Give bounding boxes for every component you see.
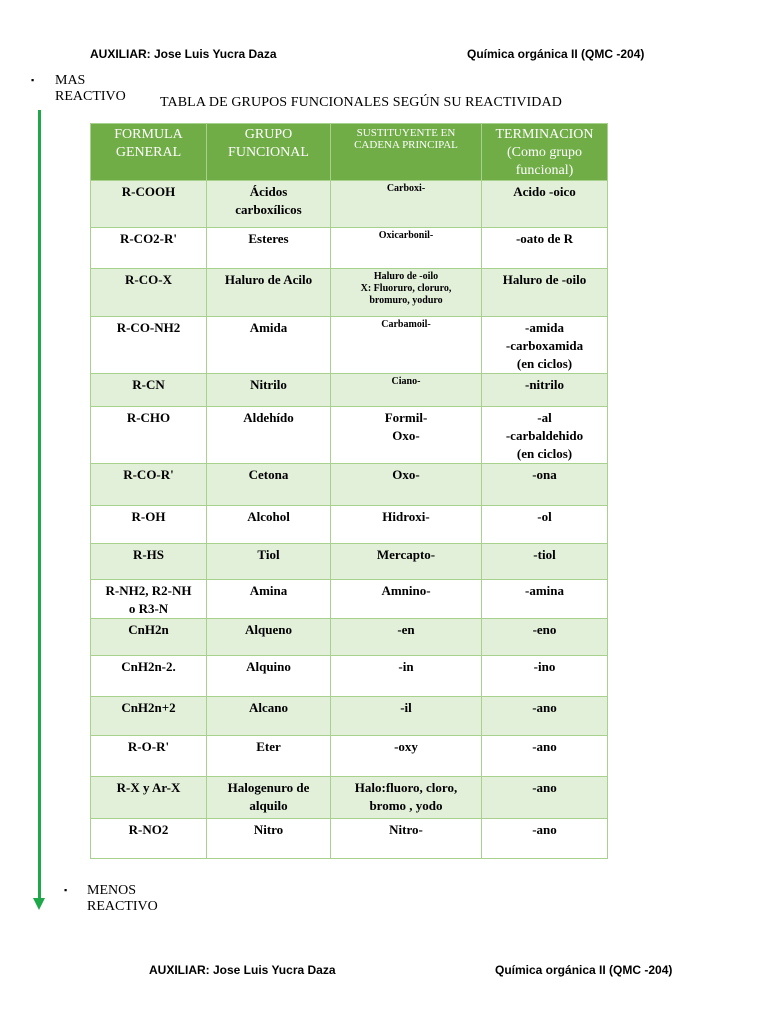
cell-group: Alcano xyxy=(207,697,331,736)
cell-substituent: -il xyxy=(331,697,482,736)
cell-ending: -al -carbaldehido (en ciclos) xyxy=(482,407,608,464)
cell-formula: R-CO-NH2 xyxy=(91,317,207,374)
table-row xyxy=(91,506,608,544)
cell-group: Cetona xyxy=(207,464,331,506)
cell-ending: -ona xyxy=(482,464,608,506)
cell-substituent: -oxy xyxy=(331,736,482,777)
cell-formula: R-OH xyxy=(91,506,207,544)
cell-ending: -ano xyxy=(482,777,608,819)
cell-ending: -ano xyxy=(482,736,608,777)
cell-substituent: Nitro- xyxy=(331,819,482,859)
cell-ending: -nitrilo xyxy=(482,374,608,407)
cell-group: Alquino xyxy=(207,656,331,697)
bottom-bullet: ▪ xyxy=(64,885,68,895)
top-bullet: ▪ xyxy=(31,75,35,85)
cell-substituent: -en xyxy=(331,619,482,656)
table-row xyxy=(91,656,608,697)
cell-formula: R-NO2 xyxy=(91,819,207,859)
cell-ending: -ano xyxy=(482,819,608,859)
cell-formula: R-CHO xyxy=(91,407,207,464)
cell-substituent: -in xyxy=(331,656,482,697)
footer-course: Química orgánica II (QMC -204) xyxy=(495,963,673,977)
cell-substituent: Oxicarbonil- xyxy=(331,228,482,269)
most-reactive-label: MAS REACTIVO xyxy=(55,73,126,104)
cell-group: Nitro xyxy=(207,819,331,859)
col-header-formula: FORMULA GENERAL xyxy=(91,124,207,181)
cell-substituent: Haluro de -oilo X: Fluoruro, cloruro, bromuro, yoduro xyxy=(331,269,482,317)
cell-group: Amida xyxy=(207,317,331,374)
cell-formula: CnH2n+2 xyxy=(91,697,207,736)
cell-substituent: Mercapto- xyxy=(331,544,482,580)
table-row xyxy=(91,580,608,619)
cell-group: Aldehído xyxy=(207,407,331,464)
table-header-row xyxy=(91,124,608,181)
cell-ending: -amida -carboxamida (en ciclos) xyxy=(482,317,608,374)
cell-formula: R-COOH xyxy=(91,181,207,228)
cell-substituent: Carboxi- xyxy=(331,181,482,228)
table-row xyxy=(91,819,608,859)
cell-ending: -ino xyxy=(482,656,608,697)
table-row xyxy=(91,736,608,777)
cell-formula: CnH2n-2. xyxy=(91,656,207,697)
cell-group: Alcohol xyxy=(207,506,331,544)
col-header-ending: TERMINACION (Como grupo funcional) xyxy=(482,124,608,181)
functional-groups-table xyxy=(90,123,608,859)
cell-ending: -oato de R xyxy=(482,228,608,269)
table-row xyxy=(91,181,608,228)
cell-group: Alqueno xyxy=(207,619,331,656)
table-title: TABLA DE GRUPOS FUNCIONALES SEGÚN SU REACTIVIDAD xyxy=(160,95,562,110)
cell-substituent: Hidroxi- xyxy=(331,506,482,544)
table-row xyxy=(91,777,608,819)
cell-group: Haluro de Acilo xyxy=(207,269,331,317)
cell-group: Amina xyxy=(207,580,331,619)
cell-formula: R-CO-X xyxy=(91,269,207,317)
table-row xyxy=(91,464,608,506)
cell-formula: R-CN xyxy=(91,374,207,407)
cell-formula: R-NH2, R2-NH o R3-N xyxy=(91,580,207,619)
cell-substituent: Carbamoil- xyxy=(331,317,482,374)
footer-author: AUXILIAR: Jose Luis Yucra Daza xyxy=(149,963,336,977)
cell-group: Eter xyxy=(207,736,331,777)
col-header-group: GRUPO FUNCIONAL xyxy=(207,124,331,181)
cell-ending: -ol xyxy=(482,506,608,544)
header-author: AUXILIAR: Jose Luis Yucra Daza xyxy=(90,47,277,61)
cell-group: Ácidos carboxílicos xyxy=(207,181,331,228)
cell-ending: -ano xyxy=(482,697,608,736)
cell-formula: R-X y Ar-X xyxy=(91,777,207,819)
cell-substituent: Halo:fluoro, cloro, bromo , yodo xyxy=(331,777,482,819)
cell-formula: CnH2n xyxy=(91,619,207,656)
least-reactive-label: MENOS REACTIVO xyxy=(87,883,158,914)
cell-ending: Haluro de -oilo xyxy=(482,269,608,317)
reactivity-arrow-line xyxy=(38,110,41,900)
cell-group: Halogenuro de alquilo xyxy=(207,777,331,819)
reactivity-arrow-head-icon xyxy=(33,898,45,910)
table-row xyxy=(91,374,608,407)
table-row xyxy=(91,407,608,464)
cell-ending: -amina xyxy=(482,580,608,619)
cell-formula: R-HS xyxy=(91,544,207,580)
table-row xyxy=(91,697,608,736)
cell-substituent: Formil- Oxo- xyxy=(331,407,482,464)
cell-ending: -tiol xyxy=(482,544,608,580)
table-row xyxy=(91,317,608,374)
table-row xyxy=(91,269,608,317)
cell-formula: R-O-R' xyxy=(91,736,207,777)
cell-substituent: Oxo- xyxy=(331,464,482,506)
table-row xyxy=(91,619,608,656)
cell-formula: R-CO-R' xyxy=(91,464,207,506)
cell-group: Nitrilo xyxy=(207,374,331,407)
col-header-substituent: SUSTITUYENTE EN CADENA PRINCIPAL xyxy=(331,124,482,181)
cell-ending: Acido -oico xyxy=(482,181,608,228)
header-course: Química orgánica II (QMC -204) xyxy=(467,47,645,61)
cell-group: Tiol xyxy=(207,544,331,580)
cell-group: Esteres xyxy=(207,228,331,269)
cell-substituent: Amnino- xyxy=(331,580,482,619)
table-row xyxy=(91,544,608,580)
table-row xyxy=(91,228,608,269)
cell-ending: -eno xyxy=(482,619,608,656)
cell-substituent: Ciano- xyxy=(331,374,482,407)
cell-formula: R-CO2-R' xyxy=(91,228,207,269)
